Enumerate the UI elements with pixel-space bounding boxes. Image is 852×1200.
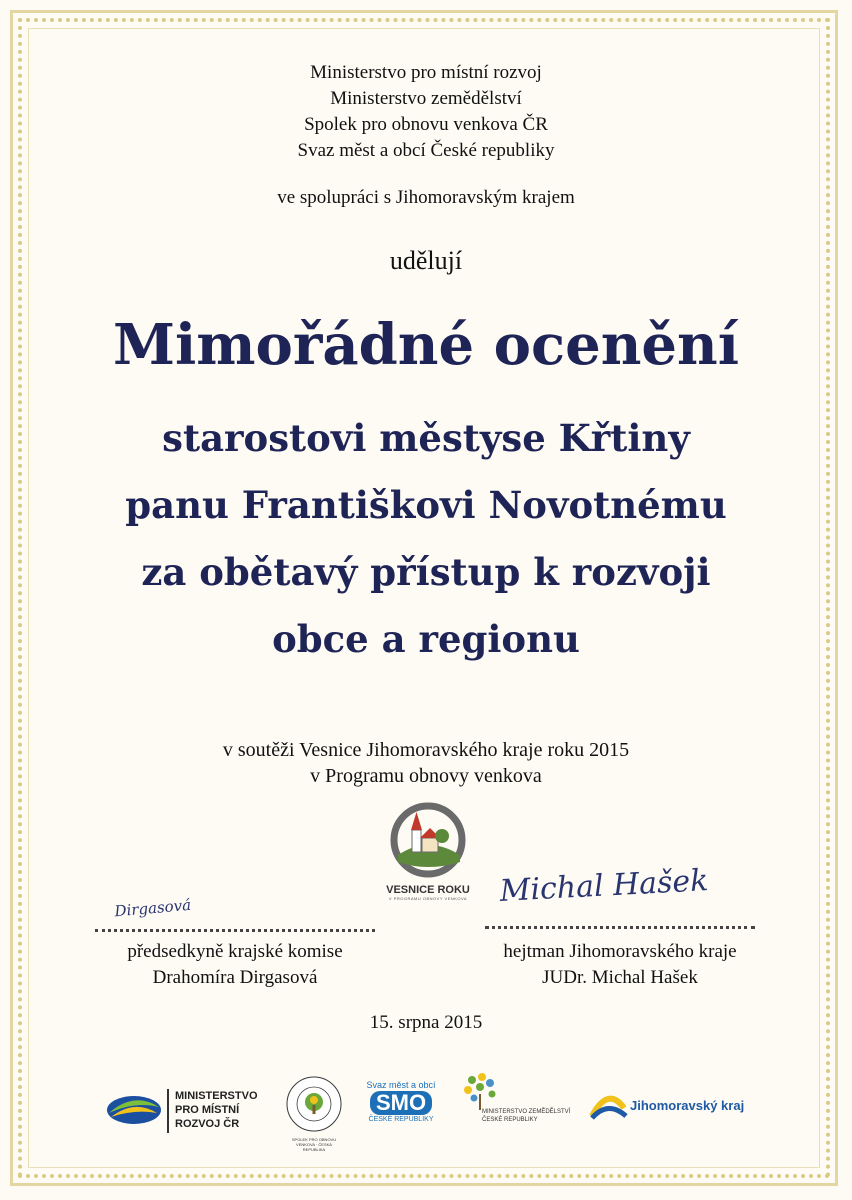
contest-block bbox=[0, 737, 852, 789]
mmr-label-line: MINISTERSTVO bbox=[175, 1090, 258, 1102]
right-signatory-name: JUDr. Michal Hašek bbox=[542, 967, 698, 988]
smo-main-label: SMO bbox=[370, 1091, 432, 1115]
mze-label bbox=[482, 1108, 570, 1124]
right-signatory bbox=[485, 939, 755, 991]
organizations-block bbox=[0, 60, 852, 164]
award-title: Mimořádné ocenění bbox=[112, 312, 740, 378]
mmr-label-line: PRO MÍSTNÍ bbox=[175, 1104, 240, 1116]
jmk-arc-icon bbox=[588, 1090, 628, 1120]
org-line: Spolek pro obnovu venkova ČR bbox=[304, 114, 548, 135]
contest-line: v Programu obnovy venkova bbox=[310, 765, 542, 787]
jmk-label: Jihomoravský kraj bbox=[630, 1098, 745, 1113]
award-recipient-block bbox=[0, 405, 852, 673]
left-signatory bbox=[95, 939, 375, 991]
smo-logo bbox=[366, 1080, 436, 1135]
left-signature-scribble: Dirgasová bbox=[113, 895, 192, 921]
mmr-logo bbox=[105, 1087, 270, 1137]
mze-label-line: MINISTERSTVO ZEMĚDĚLSTVÍ bbox=[482, 1109, 571, 1115]
award-line: za obětavý přístup k rozvoji bbox=[141, 550, 711, 594]
vesnice-roku-emblem bbox=[378, 800, 478, 910]
left-signatory-role: předsedkyně krajské komise bbox=[127, 941, 343, 962]
mze-logo bbox=[460, 1072, 580, 1132]
emblem-label: VESNICE ROKU bbox=[386, 884, 470, 896]
right-signature-scribble: Michal Hašek bbox=[498, 863, 710, 910]
mze-label-line: ČESKÉ REPUBLIKY bbox=[482, 1117, 538, 1123]
award-line: starostovi městyse Křtiny bbox=[162, 416, 690, 460]
left-signature-line bbox=[95, 929, 375, 932]
emblem-sublabel: V PROGRAMU OBNOVY VENKOVA bbox=[388, 896, 468, 901]
contest-line: v soutěži Vesnice Jihomoravského kraje roku 2015 bbox=[222, 739, 630, 761]
spov-logo bbox=[285, 1075, 343, 1152]
mmr-label bbox=[175, 1089, 258, 1131]
issue-date: 15. srpna 2015 bbox=[369, 1012, 483, 1033]
org-line: Svaz měst a obcí České republiky bbox=[297, 140, 555, 161]
smo-top-label: Svaz měst a obcí bbox=[366, 1080, 436, 1090]
org-line: Ministerstvo zemědělství bbox=[330, 88, 522, 109]
village-emblem-icon bbox=[378, 800, 478, 882]
verb-line: udělují bbox=[389, 246, 463, 275]
spov-seal-icon bbox=[285, 1075, 343, 1133]
mmr-emblem-icon bbox=[105, 1093, 163, 1127]
mmr-divider bbox=[167, 1089, 169, 1133]
cooperation-line: ve spolupráci s Jihomoravským krajem bbox=[277, 187, 575, 208]
jmk-logo bbox=[588, 1088, 748, 1128]
award-line: panu Františkovi Novotnému bbox=[125, 483, 727, 527]
smo-bottom-label: ČESKÉ REPUBLIKY bbox=[368, 1116, 434, 1123]
award-line: obce a regionu bbox=[272, 617, 580, 661]
mmr-label-line: ROZVOJ ČR bbox=[175, 1118, 240, 1130]
spov-label: SPOLEK PRO OBNOVU VENKOVA · ČESKÁ REPUBLIKA bbox=[291, 1137, 337, 1152]
mze-tree-icon bbox=[460, 1072, 500, 1112]
org-line: Ministerstvo pro místní rozvoj bbox=[310, 62, 542, 83]
left-signatory-name: Drahomíra Dirgasová bbox=[152, 967, 318, 988]
right-signature-line bbox=[485, 926, 755, 929]
right-signatory-role: hejtman Jihomoravského kraje bbox=[503, 941, 737, 962]
